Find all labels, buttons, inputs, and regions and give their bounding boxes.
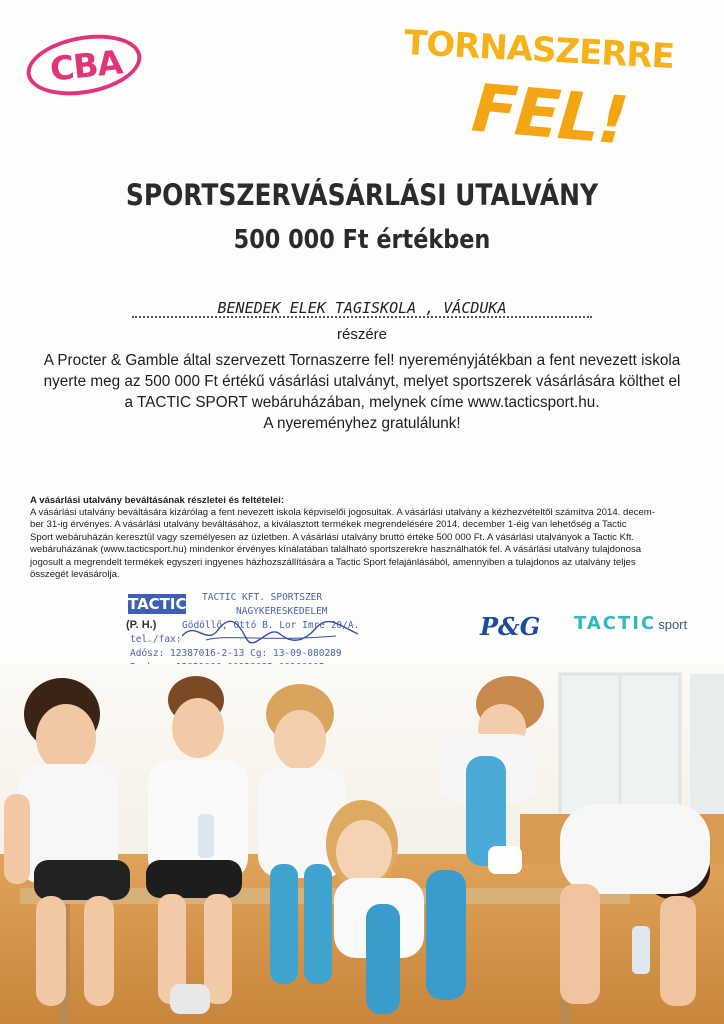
tactic-sport-logo (574, 613, 687, 634)
body-line: A nyereményhez gratulálunk! (263, 415, 461, 432)
recipient-dotted-line (132, 316, 592, 318)
stamp-ph: (P. H.) (126, 619, 157, 631)
tactic-logo-text: TACTIC (574, 613, 657, 634)
recipient-suffix: részére (336, 326, 388, 343)
voucher-title: SPORTSZERVÁSÁRLÁSI UTALVÁNY (125, 178, 599, 212)
stamp-line: Gödöllő, Ottó B. Lor Imre 20/A. (182, 620, 360, 631)
children-photo (0, 664, 724, 1024)
slogan-line1: TORNASZERRE (403, 22, 675, 78)
signature (176, 612, 366, 652)
terms-heading: A vásárlási utalvány beváltásának részletei és feltételei: (30, 495, 285, 506)
tactic-logo-sport: sport (658, 617, 688, 632)
terms-line: Sport webáruházán keresztül vagy személyesen az üzletben. A vásárlási utalvány bruttó értéke 500 000 Ft. A vásárlási utalványok a Tactic Kft. (30, 531, 635, 543)
stamp-line: TACTIC KFT. SPORTSZER (202, 592, 323, 603)
terms-line: jogosult a megrendelt termékek egyszeri ingyenes házhozszállítására a Tactic Sport felajánlásából, amennyiben a tulajdonos az utalvány teljes (30, 556, 636, 568)
stamp-line: Adósz: 12387016-2-13 Cg: 13-09-080289 (130, 648, 342, 659)
terms-line: ber 31-ig érvényes. A vásárlási utalvány beváltásához, a kiválasztott termékek megrendelésére 2014. december 1-éig van lehetőség a Tactic (30, 519, 627, 531)
stamp-logo: TACTIC (128, 595, 187, 613)
voucher-value: 500 000 Ft értékben (233, 225, 491, 255)
terms-line: webáruházának (www.tacticsport.hu) mindenkor érvényes kínálatában található sportszerekre használhatók fel. A vásárlási utalvány tulajdonosa (30, 544, 642, 556)
body-paragraph (30, 350, 694, 434)
recipient-name: BENEDEK ELEK TAGISKOLA , VÁCDUKA (217, 299, 507, 317)
body-line: nyerte meg az 500 000 Ft értékű vásárlási utalványt, melyet sportszerek vásárlására költhet el (43, 373, 681, 390)
body-line: A Procter & Gamble által szervezett Tornaszerre fel! nyereményjátékban a fent nevezett iskola (43, 352, 681, 369)
children-illustration (0, 664, 724, 1024)
cba-logo-text: CBA (48, 42, 124, 89)
terms-line: összegét levásárolja. (30, 569, 120, 581)
terms-line: A vásárlási utalvány beváltására kizárólag a fent nevezett iskola képviselői jogosultak. A vásárlási utalvány a kézhezvételtől számítva 2014. decem- (30, 507, 655, 518)
terms-text (30, 507, 694, 581)
stamp-line: NAGYKERESKEDELEM (236, 606, 328, 617)
stamp-line: tel./fax: (130, 634, 182, 645)
campaign-slogan (400, 22, 705, 160)
pg-logo: P&G (480, 612, 541, 641)
cba-logo (26, 30, 146, 102)
slogan-line2: FEL! (468, 69, 630, 160)
body-line: a TACTIC SPORT webáruházában, melynek címe www.tacticsport.hu. (124, 394, 600, 411)
